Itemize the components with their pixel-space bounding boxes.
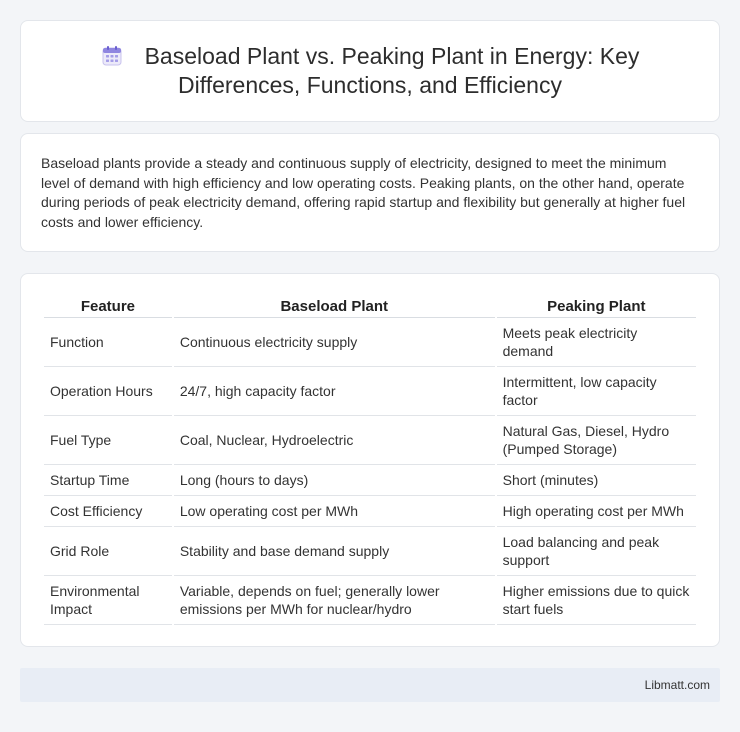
- cell-baseload: Stability and base demand supply: [174, 527, 495, 576]
- cell-baseload: Continuous electricity supply: [174, 318, 495, 367]
- cell-baseload: Variable, depends on fuel; generally lower emissions per MWh for nuclear/hydro: [174, 576, 495, 625]
- table-row: [44, 527, 696, 576]
- cell-baseload: 24/7, high capacity factor: [174, 367, 495, 416]
- table-row: [44, 465, 696, 496]
- table-row: [44, 416, 696, 465]
- intro-paragraph: Baseload plants provide a steady and continuous supply of electricity, designed to meet the minimum level of demand with high efficiency and low operating costs. Peaking plants, on the other hand, operate during periods of peak electricity demand, offering rapid startup and flexibility but generally at higher fuel costs and lower efficiency.: [41, 155, 686, 230]
- cell-peaking: Meets peak electricity demand: [497, 318, 696, 367]
- page-title: [61, 42, 679, 100]
- table-row: [44, 496, 696, 527]
- comparison-table: [42, 294, 698, 625]
- cell-feature: Operation Hours: [44, 367, 172, 416]
- comparison-table-card: [20, 273, 720, 647]
- cell-baseload: Low operating cost per MWh: [174, 496, 495, 527]
- cell-feature: Fuel Type: [44, 416, 172, 465]
- cell-feature: Startup Time: [44, 465, 172, 496]
- cell-peaking: Short (minutes): [497, 465, 696, 496]
- cell-baseload: Coal, Nuclear, Hydroelectric: [174, 416, 495, 465]
- header-baseload: Baseload Plant: [174, 294, 495, 318]
- cell-peaking: Intermittent, low capacity factor: [497, 367, 696, 416]
- cell-feature: Environmental Impact: [44, 576, 172, 625]
- cell-peaking: Higher emissions due to quick start fuels: [497, 576, 696, 625]
- table-row: [44, 576, 696, 625]
- title-card: [20, 20, 720, 122]
- header-peaking: Peaking Plant: [497, 294, 696, 318]
- table-row: [44, 318, 696, 367]
- intro-card: [20, 133, 720, 252]
- footer-site-link[interactable]: Libmatt.com: [644, 678, 710, 692]
- cell-peaking: Natural Gas, Diesel, Hydro (Pumped Storage): [497, 416, 696, 465]
- cell-feature: Function: [44, 318, 172, 367]
- cell-feature: Cost Efficiency: [44, 496, 172, 527]
- cell-feature: Grid Role: [44, 527, 172, 576]
- cell-peaking: High operating cost per MWh: [497, 496, 696, 527]
- page-title-text: Baseload Plant vs. Peaking Plant in Energy: Key Differences, Functions, and Efficiency: [144, 43, 640, 98]
- cell-baseload: Long (hours to days): [174, 465, 495, 496]
- calendar-icon: [101, 45, 123, 67]
- cell-peaking: Load balancing and peak support: [497, 527, 696, 576]
- footer: [20, 668, 720, 702]
- table-row: [44, 367, 696, 416]
- header-feature: Feature: [44, 294, 172, 318]
- table-header-row: [44, 294, 696, 318]
